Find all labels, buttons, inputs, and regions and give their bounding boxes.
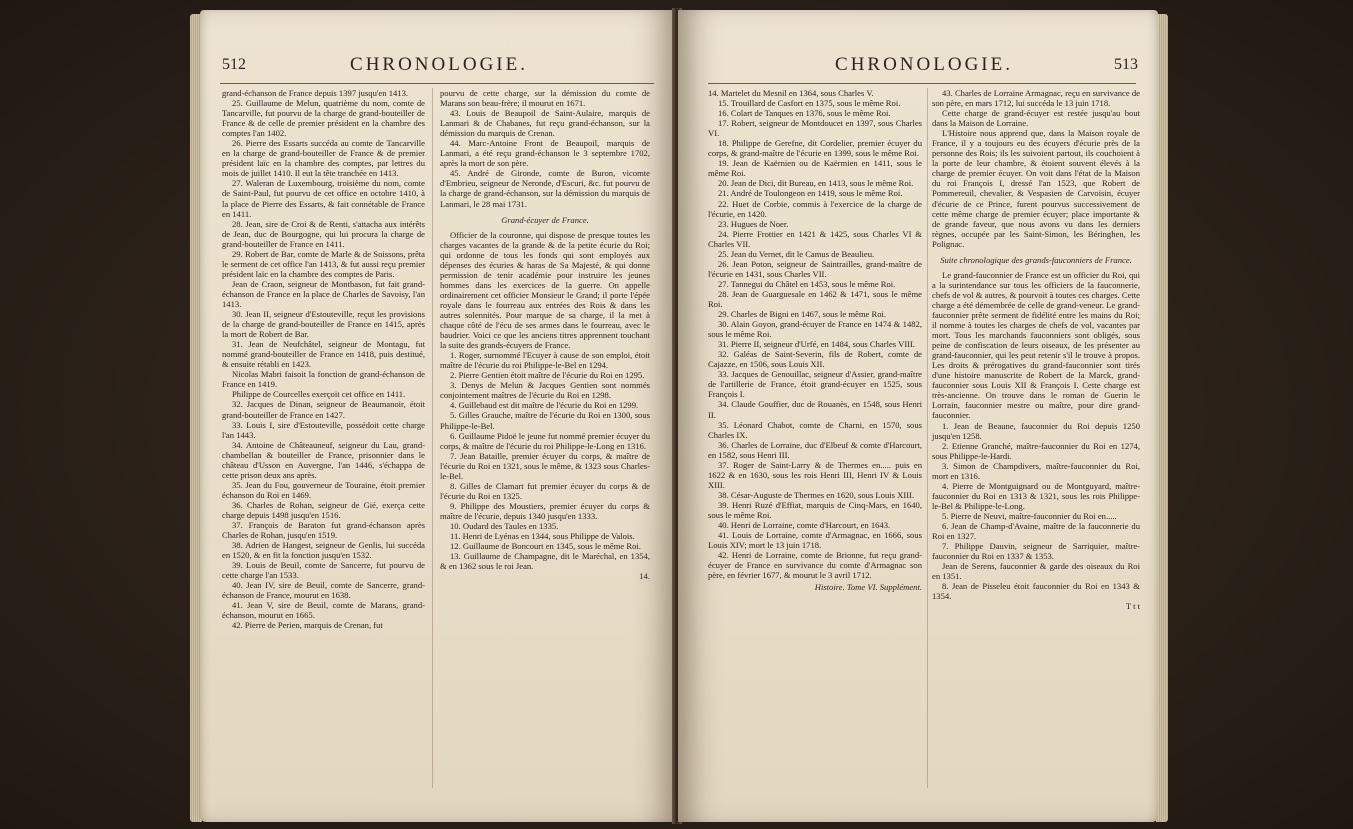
entry-paragraph: 14. Martelet du Mesnil en 1364, sous Charles V. [708,88,874,98]
entry-paragraph: 6. Guillaume Pidoë le jeune fut nommé premier écuyer du corps, & maître de l'écurie du roi Philippe-le-Long en 1316. [440,430,650,451]
left-head-rule [220,83,654,84]
entry-paragraph: pourvu de cette charge, sur la démission du comte de Marans son beau-frère; il mourut en 1671. [440,88,650,109]
entry-paragraph: 9. Philippe des Moustiers, premier écuyer du corps & maître de l'écurie, depuis 1340 jusqu'en 1333. [440,500,650,521]
entry-paragraph: 19. Jean de Kaërnien ou de Kaërmien en 1411, sous le même Roi. [708,158,922,179]
entry-paragraph: 8. Jean de Pisseleu étoit fauconnier du Roi en 1343 & 1354. [932,581,1140,602]
left-running-title: CHRONOLOGIE. [350,54,528,75]
left-page [200,10,676,822]
entry-paragraph: 4. Pierre de Montguignard ou de Montguyard, maître-fauconnier du Roi en 1313 & 1321, sous les rois Philippe-le-Bel & Philippe-le-Long. [932,480,1140,511]
entry-paragraph: 44. Marc-Antoine Front de Beaupoil, marquis de Lanmari, a été reçu grand-échanson le 3 septembre 1702, après la mort de son père. [440,138,650,169]
entry-paragraph: 27. Tannegui du Châtel en 1453, sous le même Roi. [718,278,896,289]
entry-paragraph: 37. François de Baraton fut grand-échanson après Charles de Rohan, jusqu'en 1519. [222,520,425,541]
entry-paragraph: 7. Jean Bataille, premier écuyer du corps, & maître de l'écurie du Roi en 1321, sous le même, & 1323 sous Charles-le-Bel. [440,450,650,481]
entry-paragraph: 26. Jean Poton, seigneur de Saintrailles, grand-maître de l'écurie en 1431, sous Charles VII. [708,258,922,279]
entry-paragraph: 29. Robert de Bar, comte de Marle & de Soissons, prêta le serment de cet office l'an 1413, & fut aussi reçu premier président laïc en la chambre des comptes de Paris. [222,248,425,279]
entry-paragraph: 4. Guillebaud est dit maître de l'écurie du Roi en 1299. [450,400,639,411]
entry-paragraph: 27. Waleran de Luxembourg, troisième du nom, comte de Saint-Paul, fut pourvu de cet office en octobre 1410, à la place de Pierre des Essarts, & fait connétable de France en 1411. [222,178,425,219]
entry-paragraph: 26. Pierre des Essarts succéda au comte de Tancarville en la charge de grand-bouteiller de France & de premier président laïc en la chambre des comptes, par lettres du mois de juillet 1410. Il eut la tête tranchée en 1413. [222,138,425,179]
entry-paragraph: 8. Gilles de Clamart fut premier écuyer du corps & de l'écurie du Roi en 1325. [440,480,650,501]
entry-paragraph: 12. Guillaume de Boncourt en 1345, sous le même Roi. [450,541,641,552]
entry-paragraph: 32. Jacques de Dinan, seigneur de Beaumanoir, étoit grand-bouteiller de France en 1427. [222,399,425,420]
right-column-2 [932,88,1140,611]
entry-paragraph: 42. Pierre de Perien, marquis de Crenan, fut [232,620,383,631]
entry-paragraph: 28. Jean de Guarguesale en 1462 & 1471, sous le même Roi. [708,288,922,309]
entry-paragraph: Le grand-fauconnier de France est un officier du Roi, qui a la surintendance sur tous les officiers de la fauconnerie, chefs de vol & autres, & pourvoit à toutes ces charges. Cette charge a été démembrée de celle de grand-veneur. Le grand-fauconnier prête serment de fidélité entre les mains du Roi; il nomme à toutes les charges de chefs de vol, vacantes par mort. Tous les marchands fauconniers sont obligés, sous peine de confiscation de leurs oiseaux, de les présenter au grand-fauconnier, qui les peut retenir s'il le trouve à propos. Les droits & prérogatives du grand-fauconnier sont tirés d'une histoire manuscrite de Robert de la Marck, grand-fauconnier sous Louis XII & François I. Cette charge est très-ancienne. On trouve dans le roman de Guerin le Lorrain, fauconnier mestre ou maître, pour dire grand-fauconnier. [932,269,1140,421]
entry-paragraph: 33. Louis I, sire d'Estouteville, possédoit cette charge l'an 1443. [222,419,425,440]
entry-paragraph: Officier de la couronne, qui dispose de presque toutes les charges vacantes de la grande & de la petite écurie du Roi; qui ordonne de tous les fonds qui sont employés aux dépenses des écuries & haras de Sa Majesté, & qui donne permission de tenir académie pour instruire les jeunes hommes dans les exercices de la guerre. On appelle ordinairement cet officier Monsieur le Grand; il porte l'épée royale dans le fourreau aux entrées des Rois & dans les autres solennités. Pour marque de sa charge, il la met à chaque côté de l'écu de ses armes dans le fourreau, avec le baudrier. Voici ce que les anciens titres apprennent touchant la suite des grands-écuyers de France. [440,229,650,351]
signature-mark: Histoire. Tome VI. Supplément. [814,582,922,593]
left-column-divider [432,88,433,788]
entry-paragraph: 16. Colart de Tanques en 1376, sous le même Roi. [718,108,891,119]
entry-paragraph: 35. Léonard Chabot, comte de Charni, en 1570, sous Charles IX. [708,419,922,440]
entry-paragraph: 38. Adrien de Hangest, seigneur de Genlis, lui succéda en 1520, & en fit la fonction jusqu'en 1532. [222,540,425,561]
entry-paragraph: 39. Henri Ruzé d'Effiat, marquis de Cinq-Mars, en 1640, sous le même Roi. [708,499,922,520]
left-page-number: 512 [222,56,246,73]
entry-paragraph: 40. Jean IV, sire de Beuil, comte de Sancerre, grand-échanson de France, mourut en 1638. [222,580,425,601]
entry-paragraph: 34. Claude Gouffier, duc de Rouanès, en 1548, sous Henri II. [708,399,922,420]
right-column-1 [708,88,922,592]
left-running-head [214,54,664,82]
right-head-rule [708,83,1136,84]
entry-paragraph: Cette charge de grand-écuyer est restée jusqu'au bout dans la Maison de Lorraine. [932,108,1140,129]
right-running-title: CHRONOLOGIE. [835,54,1013,75]
entry-paragraph: 36. Charles de Lorraine, duc d'Elbeuf & comte d'Harcourt, en 1582, sous Henri III. [708,439,922,460]
left-column-1 [222,88,425,631]
entry-paragraph: 35. Jean du Fou, gouverneur de Touraine, étoit premier échanson du Roi en 1469. [222,479,425,500]
entry-paragraph: 3. Denys de Melun & Jacques Gentien sont nommés conjointement maîtres de l'écurie du Roi en 1298. [440,380,650,401]
entry-paragraph: 11. Henri de Lyénas en 1344, sous Philippe de Valois. [450,531,635,542]
entry-paragraph: 2. Etienne Granché, maître-fauconnier du Roi en 1274, sous Philippe-le-Hardi. [932,440,1140,461]
entry-paragraph: Nicolas Mabri faisoit la fonction de grand-échanson de France en 1419. [222,369,425,390]
entry-paragraph: 13. Guillaume de Champagne, dit le Maréchal, en 1354, & en 1362 sous le roi Jean. [440,551,650,572]
right-running-head [704,54,1144,82]
section-heading: Grand-écuyer de France. [501,214,589,225]
entry-paragraph: 24. Pierre Frottier en 1421 & 1425, sous Charles VI & Charles VII. [708,228,922,249]
entry-paragraph: 39. Louis de Beuil, comte de Sancerre, fut pourvu de cette charge l'an 1533. [222,560,425,581]
entry-paragraph: 25. Guillaume de Melun, quatrième du nom, comte de Tancarville, fut pourvu de la charge de grand-bouteiller de France & de celle de premier président en la chambre des comptes l'an 1402. [222,98,425,139]
entry-paragraph: 32. Galéas de Saint-Severin, fils de Robert, comte de Cajazze, en 1506, sous Louis XII. [708,349,922,370]
right-page [678,10,1158,822]
entry-paragraph: 3. Simon de Champdivers, maître-fauconnier du Roi, mort en 1316. [932,460,1140,481]
entry-paragraph: 5. Pierre de Neuvi, maître-fauconnier du Roi en..... [942,510,1117,521]
entry-paragraph: 21. André de Toulongeon en 1419, sous le même Roi. [718,188,903,199]
catchword: 14. [639,571,650,582]
entry-paragraph: 41. Jean V, sire de Beuil, comte de Marans, grand-échanson, mourut en 1665. [222,600,425,621]
entry-paragraph: 40. Henri de Lorraine, comte d'Harcourt, en 1643. [718,520,891,531]
entry-paragraph: Jean de Craon, seigneur de Montbason, fut fait grand-échanson de France en la place de Charles de Savoisy, l'an 1413. [222,278,425,309]
entry-paragraph: 2. Pierre Gentien étoit maître de l'écurie du Roi en 1295. [450,370,645,381]
right-column-divider [927,88,928,788]
entry-paragraph: 1. Roger, surnommé l'Ecuyer à cause de son emploi, étoit maître de l'écurie du roi Philippe-le-Bel en 1294. [440,350,650,371]
entry-paragraph: 30. Alain Goyon, grand-écuyer de France en 1474 & 1482, sous le même Roi. [708,319,922,340]
entry-paragraph: 38. César-Auguste de Thermes en 1620, sous Louis XIII. [718,489,915,500]
right-page-number: 513 [1114,56,1138,73]
entry-paragraph: 18. Philippe de Gerefne, dit Cordelier, premier écuyer du corps, & grand-maître de l'écurie en 1399, sous le même Roi. [708,138,922,159]
entry-paragraph: 23. Hugues de Noer. [718,218,789,229]
entry-paragraph: 36. Charles de Rohan, seigneur de Gié, exerça cette charge depuis 1498 jusqu'en 1516. [222,499,425,520]
entry-paragraph: 41. Louis de Lorraine, comte d'Armagnac, en 1666, sous Louis XIV; mort le 13 juin 1718. [708,530,922,551]
entry-paragraph: 43. Louis de Beaupoil de Saint-Aulaire, marquis de Lanmari & de Chabanes, fut reçu grand-échanson, sur la démission du marquis de Crenan. [440,108,650,139]
entry-paragraph: 10. Oudard des Taules en 1335. [450,520,559,531]
entry-paragraph: 25. Jean du Vernet, dit le Camus de Beaulieu. [718,248,875,259]
section-heading: Suite chronologique des grands-fauconniers de France. [940,254,1132,265]
entry-paragraph: 45. André de Gironde, comte de Buron, vicomte d'Embrieu, seigneur de Neronde, d'Escuri, &c. fut pourvu de la charge de grand-échanson, sur la démission du marquis de Lanmari, le 28 mai 1731. [440,168,650,209]
catchword: T t t [1125,601,1140,612]
entry-paragraph: 42. Henri de Lorraine, comte de Brionne, fut reçu grand-écuyer de France en survivance du comte d'Armagnac son père, en février 1677, & mourut le 3 avril 1712. [708,550,922,581]
entry-paragraph: 15. Trouillard de Casfort en 1375, sous le même Roi. [718,98,901,109]
entry-paragraph: L'Histoire nous apprend que, dans la Maison royale de France, il y a toujours eu des écuyers d'écurie près de la personne des Rois; ils les suivoient partout, ils couchoient à la porte de leur chambre, & étoient souvent élevés à la charge de premier écuyer. On voit dans l'état de la Maison du roi François I, dressé l'an 1523, que Robert de Pommereuil, chevalier, & Vespasien de Carvoisin, écuyer d'écurie de ce Prince, furent pourvus successivement de cette même charge de premier écuyer; place importante & de grande faveur, que nous avons vu dans les derniers règnes, occupée par les Saint-Simon, les Béringhen, les Polignac. [932,128,1140,249]
entry-paragraph: 33. Jacques de Genouillac, seigneur d'Assier, grand-maître de l'artillerie de France, étoit grand-écuyer en 1525, sous François I. [708,369,922,400]
entry-paragraph: 7. Philippe Dauvin, seigneur de Sarriquier, maître-fauconnier du Roi en 1337 & 1353. [932,541,1140,562]
entry-paragraph: 37. Roger de Saint-Larry & de Thermes en..... puis en 1622 & en 1630, sous les rois Henri III, Henri IV & Louis XIII. [708,459,922,490]
left-column-2 [440,88,650,581]
entry-paragraph: 1. Jean de Beaune, fauconnier du Roi depuis 1250 jusqu'en 1258. [932,420,1140,441]
entry-paragraph: 29. Charles de Bigni en 1467, sous le même Roi. [718,309,887,320]
entry-paragraph: 28. Jean, sire de Croi & de Renti, s'attacha aux intérêts de Jean, duc de Bourgogne, qui lui procura la charge de grand-bouteiller de France en 1411. [222,218,425,249]
entry-paragraph: 22. Huet de Corbie, commis à l'exercice de la charge de l'écurie, en 1420. [708,198,922,219]
entry-paragraph: Philippe de Courcelles exerçoit cet office en 1411. [232,389,406,400]
entry-paragraph: grand-échanson de France depuis 1397 jusqu'en 1413. [222,88,409,98]
entry-paragraph: 31. Jean de Neufchâtel, seigneur de Montagu, fut nommé grand-bouteiller de France en 1418, puis destitué, & ensuite rétabli en 1423. [222,339,425,370]
entry-paragraph: 31. Pierre II, seigneur d'Urfé, en 1484, sous Charles VIII. [718,339,916,350]
entry-paragraph: 6. Jean de Champ-d'Avaine, maître de la fauconnerie du Roi en 1327. [932,520,1140,542]
entry-paragraph: 34. Antoine de Châteauneuf, seigneur du Lau, grand-chambellan & bouteiller de France, prisonnier dans le château d'Usson en Auvergne, l'an 1446, s'échappa de cette prison deux ans après. [222,439,425,480]
entry-paragraph: 5. Gilles Grauche, maître de l'écurie du Roi en 1300, sous Philippe-le-Bel. [440,410,650,431]
entry-paragraph: 20. Jean de Dici, dit Bureau, en 1413, sous le même Roi. [718,178,914,189]
entry-paragraph: 43. Charles de Lorraine Armagnac, reçu en survivance de son père, en mars 1712, lui succéda le 13 juin 1718. [932,88,1140,109]
entry-paragraph: Jean de Serens, fauconnier & garde des oiseaux du Roi en 1351. [932,561,1140,582]
entry-paragraph: 17. Robert, seigneur de Montdoucet en 1397, sous Charles VI. [708,118,922,139]
entry-paragraph: 30. Jean II, seigneur d'Estouteville, reçut les provisions de la charge de grand-bouteiller de France en 1415, après la mort de Robert de Bar. [222,309,425,340]
